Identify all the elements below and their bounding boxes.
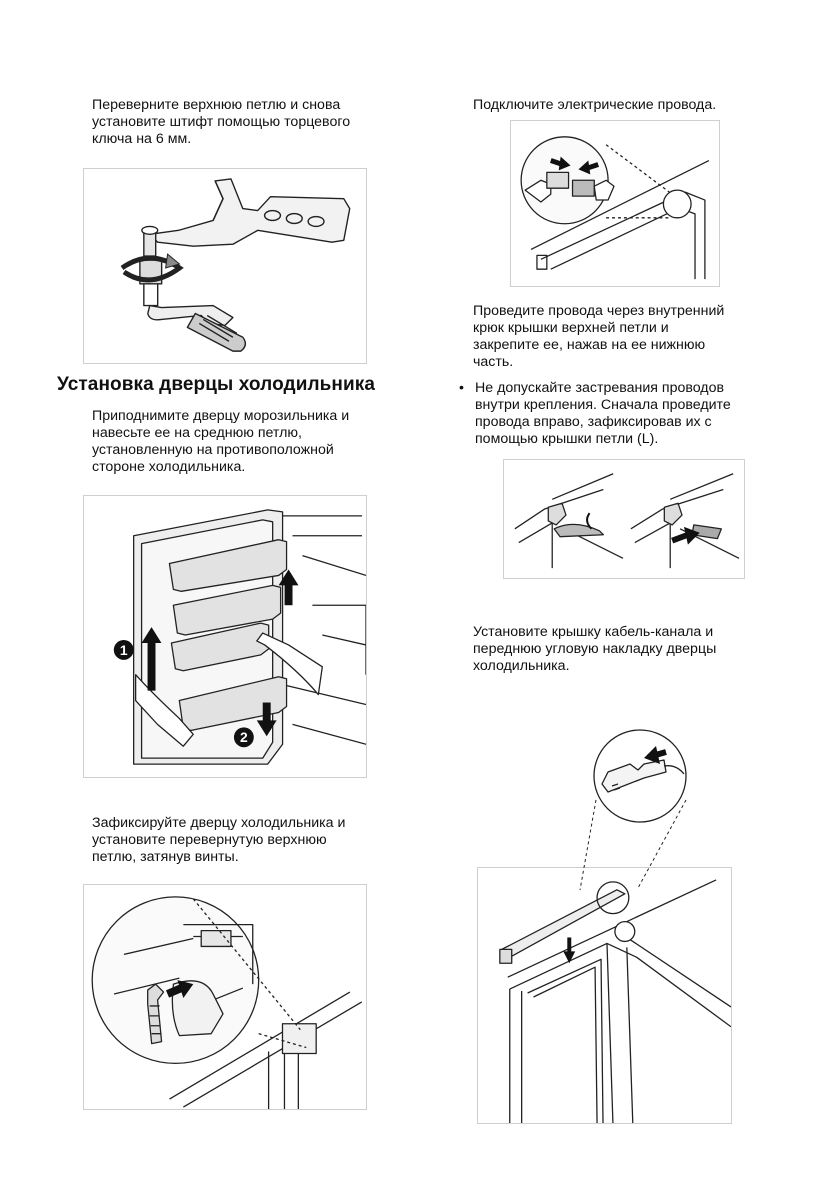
left-step1-text: Переверните верхнюю петлю и снова установите штифт помощью торцевого ключа на 6 мм. bbox=[92, 97, 351, 147]
bullet-text: Не допускайте застревания проводов внутри крепления. Сначала проведите провода вправо, зафиксировав их с помощью крышки петли (L). bbox=[475, 380, 731, 447]
left-step2-text: Приподнимите дверцу морозильника и навесьте ее на среднюю петлю, установленную на противоположной стороне холодильника. bbox=[92, 408, 350, 475]
section-heading: Установка дверцы холодильника bbox=[57, 374, 376, 395]
figure-hinge-wrench bbox=[83, 168, 367, 364]
bullet-dot: • bbox=[459, 380, 464, 396]
right-step3-text: Установите крышку кабель-канала и переднюю угловую накладку дверцы холодильника. bbox=[473, 624, 717, 674]
figure-cable-cover-install bbox=[477, 867, 732, 1124]
right-step1-text: Подключите электрические провода. bbox=[473, 97, 717, 113]
figure-connect-wires bbox=[510, 120, 720, 287]
callout-2: 2 bbox=[239, 729, 248, 746]
figure-door-fix-screws bbox=[83, 884, 367, 1110]
right-step2-text: Проведите провода через внутренний крюк крышки верхней петли и закрепите ее, нажав на ее нижнюю часть. bbox=[473, 303, 725, 370]
figure-door-lift bbox=[83, 495, 367, 778]
callout-1: 1 bbox=[119, 641, 128, 658]
figure-wire-routing bbox=[503, 459, 745, 579]
detail-leader-lines bbox=[560, 760, 700, 900]
left-step3-text: Зафиксируйте дверцу холодильника и установите перевернутую верхнюю петлю, затянув винты. bbox=[92, 815, 346, 865]
